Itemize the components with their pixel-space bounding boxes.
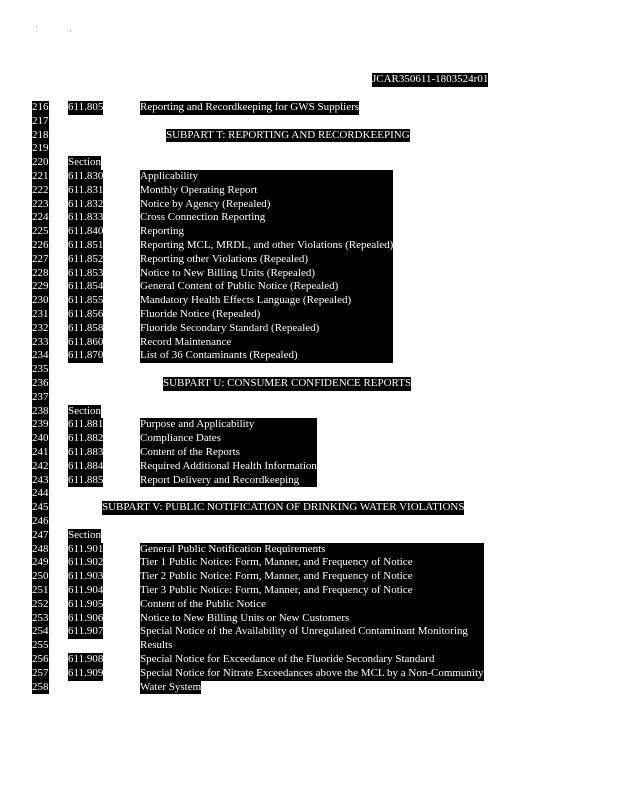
line-number-text: 225 — [32, 225, 49, 238]
section-number — [68, 225, 103, 239]
section-title — [140, 460, 317, 474]
line-number — [32, 142, 51, 156]
line-number-text: 239 — [32, 418, 49, 431]
line-number — [32, 543, 51, 557]
line-number — [32, 570, 51, 584]
document-id — [372, 73, 488, 87]
line-number-text: 229 — [32, 280, 49, 293]
section-title — [140, 280, 393, 294]
section-number-text: 611.908 — [68, 653, 104, 665]
line-number — [32, 391, 51, 405]
section-title — [140, 556, 484, 570]
section-title-text: Purpose and Applicability — [140, 418, 317, 432]
line-number-text: 249 — [32, 556, 49, 569]
subpart-heading — [166, 129, 410, 143]
line-number — [32, 156, 51, 170]
line-number-text: 258 — [32, 680, 49, 693]
line-row — [0, 405, 618, 419]
line-number-text: 245 — [32, 501, 49, 514]
section-title-text: Tier 2 Public Notice: Form, Manner, and Frequency of Notice — [140, 570, 484, 584]
line-number-text: 235 — [32, 363, 49, 376]
section-number — [68, 432, 103, 446]
section-number — [68, 625, 103, 639]
subpart-heading-text: SUBPART V: PUBLIC NOTIFICATION OF DRINKING WATER VIOLATIONS — [102, 501, 465, 514]
subpart-heading-text: SUBPART T: REPORTING AND RECORDKEEPING — [166, 128, 410, 141]
line-row — [0, 639, 618, 653]
section-number — [68, 446, 103, 460]
section-number — [68, 474, 103, 488]
line-row — [0, 667, 618, 681]
line-number-text: 253 — [32, 611, 49, 624]
section-title — [140, 432, 317, 446]
line-number — [32, 639, 51, 653]
line-number — [32, 598, 51, 612]
line-row — [0, 129, 618, 143]
section-number — [68, 612, 103, 626]
line-row — [0, 515, 618, 529]
line-number-text: 231 — [32, 308, 49, 320]
section-title — [140, 336, 393, 350]
section-number-text: 611.833 — [68, 211, 104, 224]
line-number-text: 236 — [32, 377, 49, 389]
line-number — [32, 322, 51, 336]
line-row — [0, 391, 618, 405]
line-row — [0, 460, 618, 474]
section-number — [68, 418, 103, 432]
section-title-text: Required Additional Health Information — [140, 459, 317, 472]
section-number-text: 611.858 — [68, 321, 104, 334]
section-title — [140, 667, 484, 681]
line-number-text: 247 — [32, 528, 49, 541]
line-number — [32, 129, 51, 143]
section-title-text: Reporting MCL, MRDL, and other Violations (Repealed) — [140, 239, 394, 251]
section-title-text: Report Delivery and Recordkeeping — [140, 474, 317, 488]
section-title-text: Compliance Dates — [140, 432, 317, 446]
section-title — [140, 170, 393, 184]
line-number — [32, 184, 51, 198]
line-number — [32, 267, 51, 281]
section-number — [68, 239, 103, 253]
line-row — [0, 584, 618, 598]
section-number — [68, 184, 103, 198]
section-title — [140, 418, 317, 432]
section-number-text: Section — [68, 404, 101, 417]
line-number — [32, 529, 51, 543]
line-row — [0, 267, 618, 281]
line-number-text: 251 — [32, 584, 49, 596]
section-title-text: Fluoride Notice (Repealed) — [140, 308, 393, 322]
line-row — [0, 322, 618, 336]
line-row — [0, 529, 618, 543]
line-number-text: 221 — [32, 170, 49, 182]
line-number — [32, 432, 51, 446]
line-row — [0, 556, 618, 570]
line-number — [32, 294, 51, 308]
line-row — [0, 280, 618, 294]
section-title — [140, 446, 317, 460]
line-number-text: 238 — [32, 404, 49, 417]
line-row — [0, 625, 618, 639]
section-number — [68, 267, 103, 281]
section-title — [140, 570, 484, 584]
section-title — [140, 308, 393, 322]
section-number — [68, 529, 101, 543]
line-number — [32, 225, 51, 239]
line-row — [0, 363, 618, 377]
line-number-text: 244 — [32, 487, 49, 500]
line-number-text: 227 — [32, 252, 49, 265]
section-title — [140, 198, 393, 212]
line-number — [32, 612, 51, 626]
line-number-text: 240 — [32, 432, 49, 445]
line-row — [0, 446, 618, 460]
line-number — [32, 405, 51, 419]
line-number-text: 218 — [32, 128, 49, 141]
section-title — [140, 474, 317, 488]
section-number — [68, 280, 103, 294]
section-number-text: 611.883 — [68, 446, 104, 458]
line-number-text: 248 — [32, 542, 49, 555]
section-number — [68, 667, 103, 681]
section-title-text: Applicability — [140, 170, 393, 184]
section-title-text: Fluoride Secondary Standard (Repealed) — [140, 322, 393, 336]
section-number-text: 611.903 — [68, 570, 104, 583]
section-number-text: 611.853 — [68, 266, 104, 279]
section-number — [68, 308, 103, 322]
subpart-heading — [102, 501, 464, 515]
section-number-text: 611.855 — [68, 294, 104, 307]
line-row — [0, 156, 618, 170]
section-title — [140, 322, 393, 336]
section-number — [68, 170, 103, 184]
line-row — [0, 681, 618, 695]
line-row — [0, 418, 618, 432]
line-number-text: 222 — [32, 183, 49, 196]
section-number — [68, 349, 103, 363]
section-number — [68, 570, 103, 584]
section-title — [140, 184, 393, 198]
line-number-text: 232 — [32, 321, 49, 334]
line-row — [0, 198, 618, 212]
section-number — [68, 294, 103, 308]
line-row — [0, 225, 618, 239]
section-title-text: Notice to New Billing Units (Repealed) — [140, 267, 393, 281]
line-row — [0, 142, 618, 156]
line-row — [0, 308, 618, 322]
section-title-text: Water System — [140, 680, 202, 693]
section-number — [68, 101, 103, 115]
line-number — [32, 198, 51, 212]
line-number-text: 252 — [32, 597, 49, 610]
section-title-text: Reporting and Recordkeeping for GWS Suppliers — [140, 101, 360, 113]
section-number-text: 611.870 — [68, 349, 104, 362]
line-number-text: 216 — [32, 101, 49, 113]
section-number-text: 611.901 — [68, 542, 104, 555]
line-number-text: 237 — [32, 390, 49, 403]
section-number-text: 611.832 — [68, 197, 104, 210]
line-row — [0, 474, 618, 488]
line-row — [0, 349, 618, 363]
section-title — [140, 639, 484, 653]
line-row — [0, 336, 618, 350]
section-number — [68, 543, 103, 557]
line-row — [0, 115, 618, 129]
section-title-text: General Content of Public Notice (Repealed) — [140, 280, 393, 294]
line-row — [0, 570, 618, 584]
section-number-text: 611.856 — [68, 308, 104, 320]
section-title — [140, 239, 393, 253]
line-number — [32, 170, 51, 184]
line-row — [0, 211, 618, 225]
section-number-text: 611.831 — [68, 183, 104, 196]
line-number — [32, 280, 51, 294]
line-row — [0, 294, 618, 308]
scan-speck: ' — [36, 26, 38, 32]
line-number — [32, 308, 51, 322]
line-row — [0, 101, 618, 115]
line-row — [0, 487, 618, 501]
section-title — [140, 625, 484, 639]
section-title-text: General Public Notification Requirements — [140, 543, 484, 557]
section-number-text: 611.885 — [68, 473, 104, 486]
line-number-text: 230 — [32, 294, 49, 307]
line-number-text: 217 — [32, 114, 49, 127]
section-title-text: Content of the Reports — [140, 446, 317, 460]
section-number-text: 611.860 — [68, 335, 104, 348]
line-row — [0, 377, 618, 391]
section-number — [68, 653, 103, 667]
section-number-text: Section — [68, 156, 101, 169]
section-number-text: 611.902 — [68, 556, 104, 569]
section-number-text: 611.907 — [68, 625, 104, 638]
section-number — [68, 156, 101, 170]
line-number-text: 242 — [32, 459, 49, 472]
line-number — [32, 474, 51, 488]
line-number-text: 220 — [32, 156, 49, 169]
line-number-text: 241 — [32, 446, 49, 458]
section-number-text: 611.851 — [68, 239, 104, 251]
line-row — [0, 170, 618, 184]
line-row — [0, 612, 618, 626]
section-number-text: 611.881 — [68, 418, 104, 431]
line-row — [0, 543, 618, 557]
section-number-text: 611.882 — [68, 432, 104, 445]
section-title-text: Cross Connection Reporting — [140, 211, 393, 225]
line-row — [0, 598, 618, 612]
line-number-text: 246 — [32, 515, 49, 527]
line-number — [32, 418, 51, 432]
section-number — [68, 460, 103, 474]
line-number — [32, 681, 51, 695]
section-title-text: Tier 3 Public Notice: Form, Manner, and Frequency of Notice — [140, 584, 484, 598]
line-row — [0, 501, 618, 515]
line-number-text: 223 — [32, 197, 49, 210]
line-number — [32, 556, 51, 570]
line-number — [32, 377, 51, 391]
line-number-text: 226 — [32, 239, 49, 251]
section-title — [140, 349, 393, 363]
line-number — [32, 460, 51, 474]
section-title-text: Reporting other Violations (Repealed) — [140, 253, 393, 267]
line-number-text: 243 — [32, 473, 49, 486]
scan-speck: ' — [70, 30, 72, 36]
section-number-text: 611.909 — [68, 666, 104, 679]
line-row — [0, 184, 618, 198]
subpart-heading-text: SUBPART U: CONSUMER CONFIDENCE REPORTS — [163, 377, 412, 389]
section-title-text: List of 36 Contaminants (Repealed) — [140, 349, 393, 363]
line-number-text: 250 — [32, 570, 49, 583]
section-number — [68, 211, 103, 225]
section-title-text: Results — [140, 639, 484, 653]
section-number — [68, 556, 103, 570]
line-number — [32, 211, 51, 225]
line-number — [32, 584, 51, 598]
section-number-text: 611.884 — [68, 459, 104, 472]
section-number — [68, 253, 103, 267]
line-number-text: 233 — [32, 335, 49, 348]
section-number-text: 611.852 — [68, 252, 104, 265]
line-number — [32, 625, 51, 639]
section-title-text: Notice by Agency (Repealed) — [140, 198, 393, 212]
line-number-text: 255 — [32, 639, 49, 652]
section-number-text: 611.854 — [68, 280, 104, 293]
line-number-text: 219 — [32, 142, 49, 155]
line-number-text: 254 — [32, 625, 49, 638]
section-number-text: 611.805 — [68, 101, 104, 113]
section-number — [68, 198, 103, 212]
section-title — [140, 211, 393, 225]
line-number-text: 257 — [32, 666, 49, 679]
section-title — [140, 294, 393, 308]
section-title — [140, 543, 484, 557]
section-title-text: Mandatory Health Effects Language (Repealed) — [140, 294, 393, 308]
section-title-text: Monthly Operating Report — [140, 184, 393, 198]
line-number — [32, 336, 51, 350]
line-number — [32, 115, 51, 129]
section-title — [140, 612, 484, 626]
line-number — [32, 239, 51, 253]
line-row — [0, 239, 618, 253]
section-title — [140, 101, 359, 115]
line-number — [32, 501, 51, 515]
section-title-text: Special Notice for Exceedance of the Fluoride Secondary Standard — [140, 653, 484, 667]
section-title-text: Special Notice for Nitrate Exceedances above the MCL by a Non-Community — [140, 666, 484, 679]
line-number — [32, 101, 51, 115]
section-title-text: Content of the Public Notice — [140, 598, 484, 612]
line-number — [32, 653, 51, 667]
section-number-text: 611.904 — [68, 584, 104, 596]
line-number — [32, 253, 51, 267]
section-title-text: Notice to New Billing Units or New Customers — [140, 612, 484, 626]
line-number — [32, 667, 51, 681]
section-title — [140, 681, 201, 695]
line-number — [32, 487, 51, 501]
line-row — [0, 653, 618, 667]
section-title — [140, 267, 393, 281]
line-number — [32, 515, 51, 529]
section-number-text: 611.905 — [68, 597, 104, 610]
section-number-text: 611.906 — [68, 611, 104, 624]
section-title — [140, 584, 484, 598]
line-number — [32, 363, 51, 377]
section-title-text: Reporting — [140, 225, 393, 239]
section-number-text: 611.840 — [68, 225, 104, 238]
section-title — [140, 225, 393, 239]
section-number-text: 611.830 — [68, 170, 104, 182]
section-number — [68, 336, 103, 350]
line-number — [32, 446, 51, 460]
section-number — [68, 322, 103, 336]
section-number — [68, 598, 103, 612]
line-row — [0, 253, 618, 267]
section-title-text: Special Notice of the Availability of Unregulated Contaminant Monitoring — [140, 625, 484, 639]
subpart-heading — [163, 377, 411, 391]
line-number-text: 256 — [32, 653, 49, 665]
section-title — [140, 653, 484, 667]
document-id-text: JCAR350611-1803524r01 — [372, 73, 489, 85]
line-number-text: 224 — [32, 211, 49, 224]
section-number — [68, 405, 101, 419]
section-number-text: Section — [68, 528, 101, 541]
section-title — [140, 253, 393, 267]
line-row — [0, 432, 618, 446]
section-title-text: Tier 1 Public Notice: Form, Manner, and Frequency of Notice — [140, 556, 484, 570]
section-title-text: Record Maintenance — [140, 336, 393, 350]
line-number — [32, 349, 51, 363]
section-number — [68, 584, 103, 598]
section-title — [140, 598, 484, 612]
line-number-text: 234 — [32, 349, 49, 362]
line-number-text: 228 — [32, 266, 49, 279]
